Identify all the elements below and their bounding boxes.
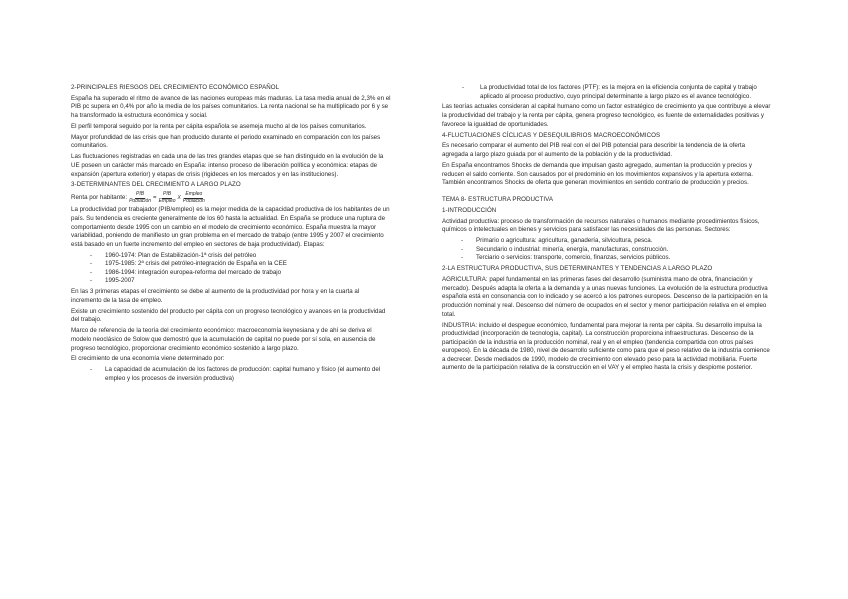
section-heading-introduction: 1-INTRODUCCIÓN [442,206,497,214]
paragraph: Actividad productiva: proceso de transformación de recursos naturales o humanos mediante procedimientos físicos, químicos o intelectuales en bienes y servicios para satisfacer las necesidades de las personas. Sectores: [442,217,760,234]
paragraph: El perfil temporal seguido por la renta per cápita española se asemeja mucho al de los países comunitarios. [71,122,367,130]
paragraph: El crecimiento de una economía viene determinado por: [71,355,225,363]
section-heading-risks: 2-PRINCIPALES RIESGOS DEL CRECIMIENTO ECONÓMICO ESPAÑOL [71,84,280,91]
fraction-numerator: PIB [136,191,145,198]
list-marker: - [90,277,93,285]
fraction-denominator: Población [182,197,205,204]
paragraph: Mayor profundidad de las crisis que han producido durante el periodo examinado en comparación con los países comunitarios. [71,133,381,150]
list-item: - La productividad total de los factores (PTF): es la mejora en la eficiencia conjunta de capital y trabajo aplicado al proceso productivo, cuyo principal determinante a largo plazo es el avance tecnológico. [462,84,757,100]
sectors-list [442,237,772,263]
stages-list [71,252,391,286]
equals-sign: = [153,194,157,201]
list-item: - 1975-1985: 2ª crisis del petróleo-integración de España en la CEE [90,260,287,268]
fraction-denominator: Empleo [158,197,176,204]
formula-label: Renta por habitante: [71,193,128,201]
paragraph: España ha superado el ritmo de avance de las naciones europeas más maduras. La tasa media anual de 2,3% en el PIB pc supera en 0,4% por año la media de los países comunitarios. La renta nacional se ha multiplicado por 6 y se ha transformado la estructura económica y social. [71,94,391,120]
left-column [71,84,391,386]
right-column [442,84,772,375]
income-per-capita-formula [71,192,391,204]
paragraph: Es necesario comparar el aumento del PIB real con el del PIB potencial para describir la tendencia de la oferta agregada a largo plazo guiada por el aumento de la población y de la productividad. [442,142,746,159]
paragraph: En España encontramos Shocks de demanda que impulsan gasto agregado, aumentan la producción y precios y reducen el saldo corriente. Son causados por el predominio en los movimientos expansivos y la apertura externa. También encontramos Shocks de oferta que generan movimientos en sentido contrario de producción y precios. [442,161,753,187]
fraction-employment-population [183,192,205,204]
paragraph: AGRICULTURA: papel fundamental en las primeras fases del desarrollo (suministra mano de obra, financiación y mercado). Después adapta la oferta a la demanda y a unas nuevas funciones. La evolución de la estructura productiva española está en consonancia con lo indicado y se acercó a los patrones europeos. Descenso de la participación en la producción nominal y real. Descenso del número de ocupados en el sector y menor participación relativa en el empleo total. [442,276,768,318]
fraction-numerator: Empleo [185,191,203,198]
fraction-numerator: PIB [163,191,172,198]
topic-title: TEMA 8- ESTRUCTURA PRODUCTIVA [442,196,554,204]
list-item: - Primario o agricultura: agricultura, ganadería, silvicultura, pesca. [461,237,653,245]
section-heading-fluctuations: 4-FLUCTUACIONES CÍCLICAS Y DESEQUILIBRIOS MACROECONÓMICOS [442,131,661,139]
paragraph: Marco de referencia de la teoría del crecimiento económico: macroeconomía keynesiana y de ahí se deriva el modelo neoclásico de Solow que demostró que la acumulación de capital no puede por sí sola, en ausencia de progreso tecnológico, proporcionar crecimiento económico sostenido a largo plazo. [71,327,376,352]
growth-factors-list [71,366,391,383]
list-marker: - [461,245,464,253]
list-item: - 1995-2007 [90,277,135,285]
list-marker: - [461,237,464,245]
list-marker: - [90,366,93,374]
fraction-gdp-population [129,192,151,204]
list-marker: - [90,268,93,276]
list-marker: - [461,254,464,262]
paragraph: INDUSTRIA: incluido el despegue económico, fundamental para mejorar la renta per cápita. Su desarrollo impulsa la productividad (incorporación de tecnología, capital). La construcción proporciona infraestructuras. Descenso de la participación de la industria en la producción nominal, real y en el empleo (tendencia compartida con otros países europeos). En la década de 1980, nivel de desarrollo suficiente como para que el peso relativo de la industria comience a decrecer. Desde mediados de 1990, modelo de crecimiento con elevado peso para la actividad mobiliaria. Fuerte aumento de la participación relativa de la construcción en el VAY y el empleo hasta la crisis y despiome posterior. [442,321,770,372]
list-item: - La capacidad de acumulación de los factores de producción: capital humano y físico (el aumento del empleo y los procesos de inversión productiva) [90,366,381,382]
list-marker: - [462,84,465,91]
paragraph: Existe un crecimiento sostenido del producto per cápita con un progreso tecnológico y avances en la productividad del trabajo. [71,307,386,324]
section-heading-determinants: 3-DETERMINANTES DEL CRECIMIENTO A LARGO PLAZO [71,181,241,189]
list-marker: - [90,260,93,268]
fraction-denominator: Población [129,197,152,204]
list-item: - Terciario o servicios: transporte, comercio, finanzas, servicios públicos. [461,254,671,262]
multiply-sign: X [177,194,181,201]
paragraph: La productividad por trabajador (PIB/empleo) es la mejor medida de la capacidad productiva de los habitantes de un país. Su tendencia es creciente generalmente de los 60 hasta la actualidad. En España se produce una ruptura de comportamiento desde 1995 con un cambio en el modelo de crecimiento económico. España muestra la mayor variabilidad, poniendo de manifiesto un gran problema en el mercado de trabajo (entre 1995 y 2007 el crecimiento está basado en un fuerte incremento del empleo en sectores de baja productividad). Etapas: [71,206,390,248]
paragraph: En las 3 primeras etapas el crecimiento se debe al aumento de la productividad por hora y en la cuarta al incremento de la tasa de empleo. [71,288,360,304]
growth-factors-list-continued [442,84,772,101]
list-item: - 1986-1994: integración europea-reforma del mercado de trabajo [90,268,282,276]
list-item: - 1960-1974: Plan de Estabilización-1ª crisis del petróleo [90,251,257,259]
list-item: - Secundario o industrial: minería, energía, manufacturas, construcción. [461,245,669,253]
section-heading-structure: 2-LA ESTRUCTURA PRODUCTIVA, SUS DETERMINANTES Y TENDENCIAS A LARGO PLAZO [442,265,713,273]
fraction-gdp-employment [159,192,176,204]
paragraph: Las teorías actuales consideran al capital humano como un factor estratégico de crecimiento ya que contribuye a elevar la productividad del trabajo y la renta per cápita, genera progreso tecnológico, es fuente de externalidades positivas y favorece la igualdad de oportunidades. [442,103,771,128]
list-marker: - [90,251,93,259]
paragraph: Las fluctuaciones registradas en cada una de las tres grandes etapas que se han distinguido en la evolución de la UE poseen un carácter más marcado en España: intenso proceso de liberación política y económica: etapas de expansión (apertura exterior) y etapas de crisis (rigideces en los mercados y en las instituciones). [71,153,384,178]
